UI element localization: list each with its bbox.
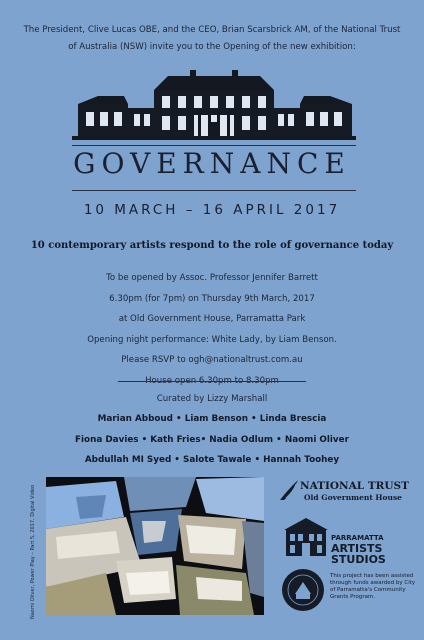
exhibition-dates: 10 MARCH – 16 APRIL 2017 bbox=[83, 202, 341, 218]
national-trust-logo-text: NATIONAL TRUST bbox=[300, 480, 409, 492]
exhibition-title: GOVERNANCE bbox=[73, 147, 351, 180]
artist-list bbox=[0, 409, 424, 471]
title-rule-bottom bbox=[72, 190, 356, 191]
detail-performance: Opening night performance: White Lady, by Liam Benson. bbox=[87, 334, 337, 345]
kaleidoscope-collage bbox=[46, 477, 264, 615]
detail-rsvp: Please RSVP to ogh@nationaltrust.com.au bbox=[121, 355, 303, 365]
invitation-line-2: of Australia (NSW) invite you to the Opening of the new exhibition: bbox=[68, 42, 356, 52]
national-trust-logo-subtitle: Old Government House bbox=[304, 493, 402, 502]
invitation-line-1: The President, Clive Lucas OBE, and the CEO, Brian Scarsbrick AM, of the National Trust bbox=[23, 25, 401, 35]
image-credit-text: Naomi Oliver, Power Play – Part 5, 2017, Digital Video bbox=[30, 484, 36, 619]
detail-opened-by: To be opened by Assoc. Professor Jennifer Barrett bbox=[106, 273, 318, 283]
event-details bbox=[0, 268, 424, 391]
parramatta-logo-line-1: PARRAMATTA bbox=[331, 534, 384, 542]
title-rule-top bbox=[72, 145, 356, 146]
parramatta-artists-studios-logo-text bbox=[331, 534, 411, 565]
artist-row: Abdullah MI Syed • Salote Tawale • Hannah Toohey bbox=[84, 455, 340, 465]
parramatta-logo-line-2: ARTISTS bbox=[331, 542, 383, 555]
city-of-parramatta-seal-icon bbox=[281, 568, 325, 612]
image-credit bbox=[26, 479, 36, 619]
old-government-house-illustration bbox=[72, 70, 356, 142]
artwork-photo bbox=[46, 477, 264, 615]
grant-acknowledgement: This project has been assisted through funds awarded by City of Parramatta's Community Grants Program. bbox=[330, 573, 416, 600]
invitation-text bbox=[20, 22, 404, 56]
exhibition-tagline: 10 contemporary artists respond to the role of governance today bbox=[30, 240, 394, 251]
curator-line: Curated by Lizzy Marshall bbox=[156, 394, 268, 404]
artist-row: Fiona Davies • Kath Fries• Nadia Odlum • Naomi Oliver bbox=[75, 434, 349, 445]
section-divider bbox=[118, 381, 306, 382]
detail-venue: at Old Government House, Parramatta Park bbox=[118, 314, 306, 324]
parramatta-logo-line-3: STUDIOS bbox=[331, 553, 386, 566]
detail-time: 6.30pm (for 7pm) on Thursday 9th March, 2017 bbox=[109, 293, 315, 304]
artist-row: Marian Abboud • Liam Benson • Linda Brescia bbox=[97, 414, 327, 424]
parramatta-house-icon bbox=[282, 516, 330, 556]
